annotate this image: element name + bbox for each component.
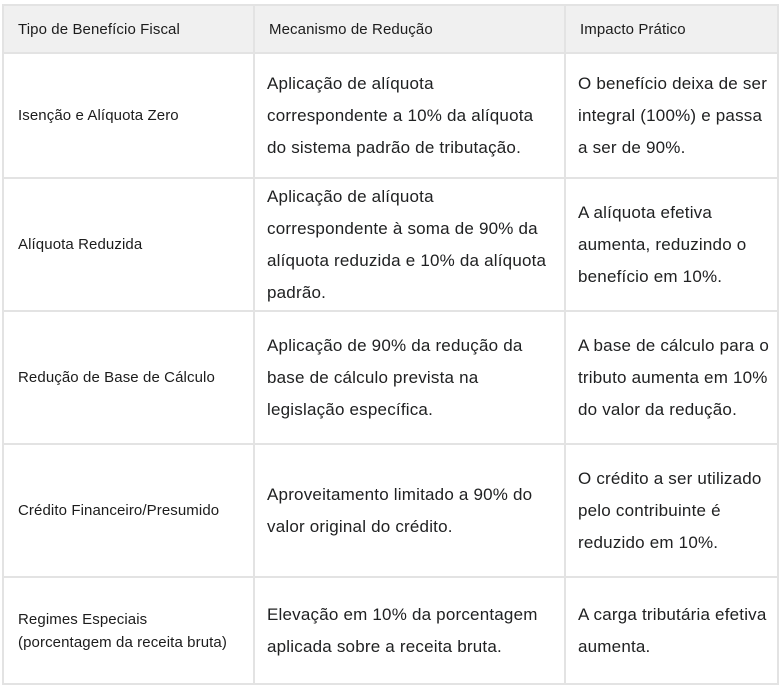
benefit-type-label: Isenção e Alíquota Zero [18,107,179,124]
cell-benefit-type [3,577,254,684]
cell-impact: O benefício deixa de ser integral (100%) e passa a ser de 90%. [565,53,778,178]
table-header [3,5,778,53]
cell-mechanism: Aproveitamento limitado a 90% do valor original do crédito. [254,444,565,577]
table-row [3,577,778,684]
cell-benefit-type [3,178,254,311]
benefit-type-note: (porcentagem da receita bruta) [18,633,227,651]
benefit-type-label: Redução de Base de Cálculo [18,369,215,386]
column-header-mecanismo-reducao: Mecanismo de Redução [254,5,565,53]
cell-impact: A carga tributária efetiva aumenta. [565,577,778,684]
benefit-type-label: Regimes Especiais [18,610,148,628]
cell-impact: A alíquota efetiva aumenta, reduzindo o benefício em 10%. [565,178,778,311]
cell-benefit-type [3,311,254,444]
cell-mechanism: Aplicação de alíquota correspondente a 10% da alíquota do sistema padrão de tributação. [254,53,565,178]
column-header-impacto-pratico: Impacto Prático [565,5,778,53]
cell-mechanism: Aplicação de 90% da redução da base de cálculo prevista na legislação específica. [254,311,565,444]
table-row [3,178,778,311]
cell-impact: A base de cálculo para o tributo aumenta em 10% do valor da redução. [565,311,778,444]
cell-mechanism: Elevação em 10% da porcentagem aplicada sobre a receita bruta. [254,577,565,684]
benefit-type-label: Alíquota Reduzida [18,236,143,253]
header-row [3,5,778,53]
cell-benefit-type [3,444,254,577]
cell-mechanism: Aplicação de alíquota correspondente à soma de 90% da alíquota reduzida e 10% da alíquota padrão. [254,178,565,311]
benefits-table [2,4,779,685]
table-row [3,53,778,178]
table-row [3,444,778,577]
table-row [3,311,778,444]
cell-impact: O crédito a ser utilizado pelo contribuinte é reduzido em 10%. [565,444,778,577]
table-body [3,53,778,684]
benefit-type-label: Crédito Financeiro/Presumido [18,502,220,519]
cell-benefit-type [3,53,254,178]
column-header-tipo-beneficio: Tipo de Benefício Fiscal [3,5,254,53]
